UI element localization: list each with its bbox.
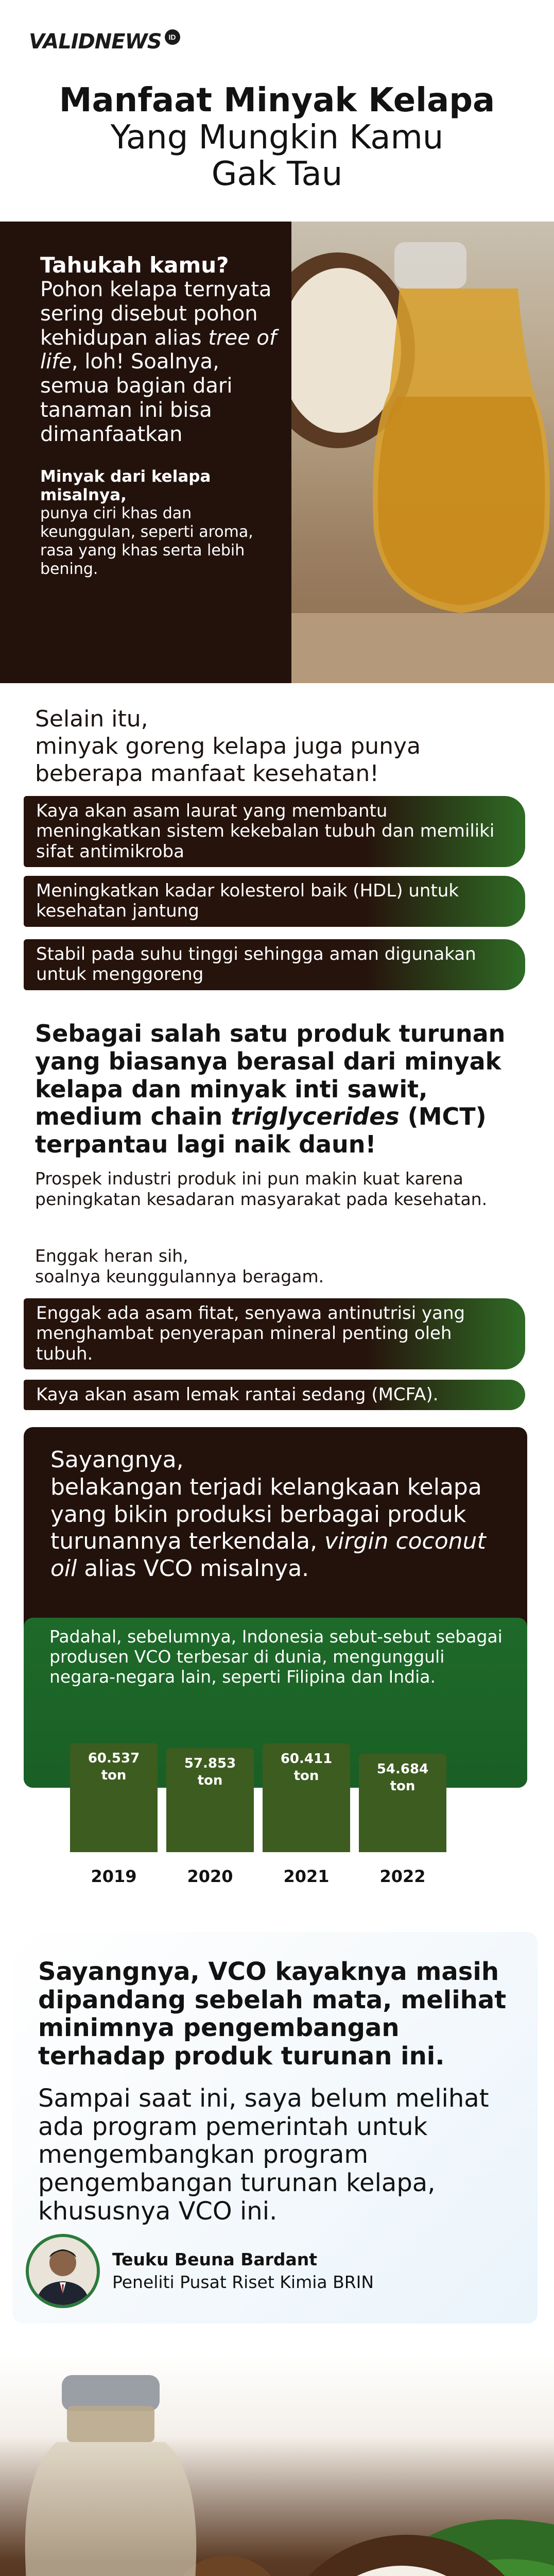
benefits-intro-line-1: Selain itu,: [35, 706, 148, 732]
vco-scarcity-italic: virgin coconut oil: [50, 1528, 486, 1582]
expert-quote-bold: Sayangnya, VCO kayaknya masih dipandang sebelah mata, melihat minimnya pengembangan terhadap produk turunan ini.: [38, 1957, 507, 2071]
vco-scarcity-section: [24, 1427, 527, 1788]
chart-category-label: 2019: [91, 1867, 137, 1886]
vco-scarcity-body: belakangan terjadi kelangkaan kelapa yang bikin produksi berbagai produk turunannya terkendala,: [50, 1473, 482, 1555]
benefit-item: Stabil pada suhu tinggi sehingga aman digunakan untuk menggoreng: [24, 939, 525, 990]
brand-logo-text: VALIDNEWS: [29, 30, 162, 54]
brand-logo[interactable]: [29, 30, 180, 54]
chart-bar-value-label: 57.853: [184, 1756, 236, 1771]
benefits-intro: [35, 706, 529, 787]
vco-producer-text: Padahal, sebelumnya, Indonesia sebut-sebut sebagai produsen VCO terbesar di dunia, mengungguli negara-negara lain, seperti Filipina dan India.: [49, 1626, 503, 1687]
title-line-3: Gak Tau: [211, 155, 343, 194]
chart-bar-value-label: 60.537: [88, 1751, 140, 1766]
mct-paragraph-2-line-2: soalnya keunggulannya beragam.: [35, 1266, 324, 1286]
page-title: [21, 82, 533, 193]
advantage-item: Enggak ada asam fitat, senyawa antinutrisi yang menghambat penyerapan mineral penting oleh tubuh.: [24, 1298, 525, 1369]
tree-of-life-body-pre: Pohon kelapa ternyata sering disebut pohon kehidupan alias: [40, 278, 272, 350]
brand-logo-badge: ID: [165, 29, 180, 45]
coconut-bottle-photo: [0, 2354, 554, 2576]
chart-bar-unit-label: ton: [390, 1778, 416, 1794]
tree-of-life-italic: tree of life: [40, 326, 276, 374]
did-you-know-heading: Tahukah kamu?: [40, 252, 229, 278]
mct-headline-pre: Sebagai salah satu produk turunan yang biasanya berasal dari minyak kelapa dan minyak inti sawit, medium chain: [35, 1020, 506, 1131]
chart-bar: [359, 1754, 446, 1852]
mct-headline: [35, 1020, 529, 1159]
vco-scarcity-text: [50, 1447, 504, 1583]
coconut-oil-subbody: punya ciri khas dan keunggulan, seperti aroma, rasa yang khas serta lebih bening.: [40, 504, 253, 578]
expert-avatar: [26, 2234, 100, 2308]
coconut-oil-photo: [291, 222, 554, 683]
chart-bar: [166, 1748, 254, 1852]
chart-category-label: 2020: [187, 1867, 233, 1886]
vco-scarcity-line-1: Sayangnya,: [50, 1447, 184, 1473]
chart-bar: [70, 1743, 158, 1852]
chart-bar-unit-label: ton: [101, 1767, 127, 1783]
mct-paragraph-2-line-1: Enggak heran sih,: [35, 1246, 188, 1266]
benefits-intro-line-2: minyak goreng kelapa juga punya beberapa manfaat kesehatan!: [35, 733, 421, 787]
expert-name: Teuku Beuna Bardant: [112, 2249, 318, 2269]
person-icon: [29, 2237, 97, 2305]
chart-category-label: 2021: [283, 1867, 330, 1886]
coconut-and-bottle-illustration: [0, 2354, 554, 2576]
title-line-2: Yang Mungkin Kamu: [110, 118, 444, 157]
mct-headline-post: (MCT) terpantau lagi naik daun!: [35, 1103, 487, 1159]
advantage-item: Kaya akan asam lemak rantai sedang (MCFA).: [24, 1380, 525, 1410]
chart-bar-unit-label: ton: [293, 1768, 319, 1784]
coconut-oil-bottle-illustration: [291, 222, 554, 683]
mct-headline-italic: triglycerides: [231, 1103, 400, 1131]
chart-bar-value-label: 54.684: [376, 1761, 429, 1777]
expert-quote-body: Sampai saat ini, saya belum melihat ada program pemerintah untuk mengembangkan program pengembangan turunan kelapa, khususnya VCO ini.: [38, 2084, 489, 2226]
title-line-1: Manfaat Minyak Kelapa: [59, 81, 495, 120]
coconut-oil-subtitle: Minyak dari kelapa misalnya,: [40, 467, 211, 504]
expert-role: Peneliti Pusat Riset Kimia BRIN: [112, 2272, 374, 2292]
benefit-item: Kaya akan asam laurat yang membantu meningkatkan sistem kekebalan tubuh dan memiliki sifat antimikroba: [24, 796, 525, 867]
tree-of-life-section: [0, 222, 554, 683]
chart-category-label: 2022: [379, 1867, 426, 1886]
tree-of-life-body: [40, 278, 277, 447]
mct-paragraph-1: Prospek industri produk ini pun makin kuat karena peningkatan kesadaran masyarakat pada kesehatan.: [35, 1168, 488, 1209]
vco-scarcity-post: alias VCO misalnya.: [77, 1555, 309, 1582]
chart-bar: [263, 1743, 350, 1852]
chart-bar-unit-label: ton: [197, 1772, 223, 1788]
tree-of-life-text: [40, 252, 277, 579]
tree-of-life-body-post: , loh! Soalnya, semua bagian dari tanaman ini bisa dimanfaatkan: [40, 350, 233, 446]
chart-bar-value-label: 60.411: [280, 1751, 333, 1767]
benefit-item: Meningkatkan kadar kolesterol baik (HDL) untuk kesehatan jantung: [24, 876, 525, 927]
mct-paragraph-2: [35, 1246, 529, 1286]
